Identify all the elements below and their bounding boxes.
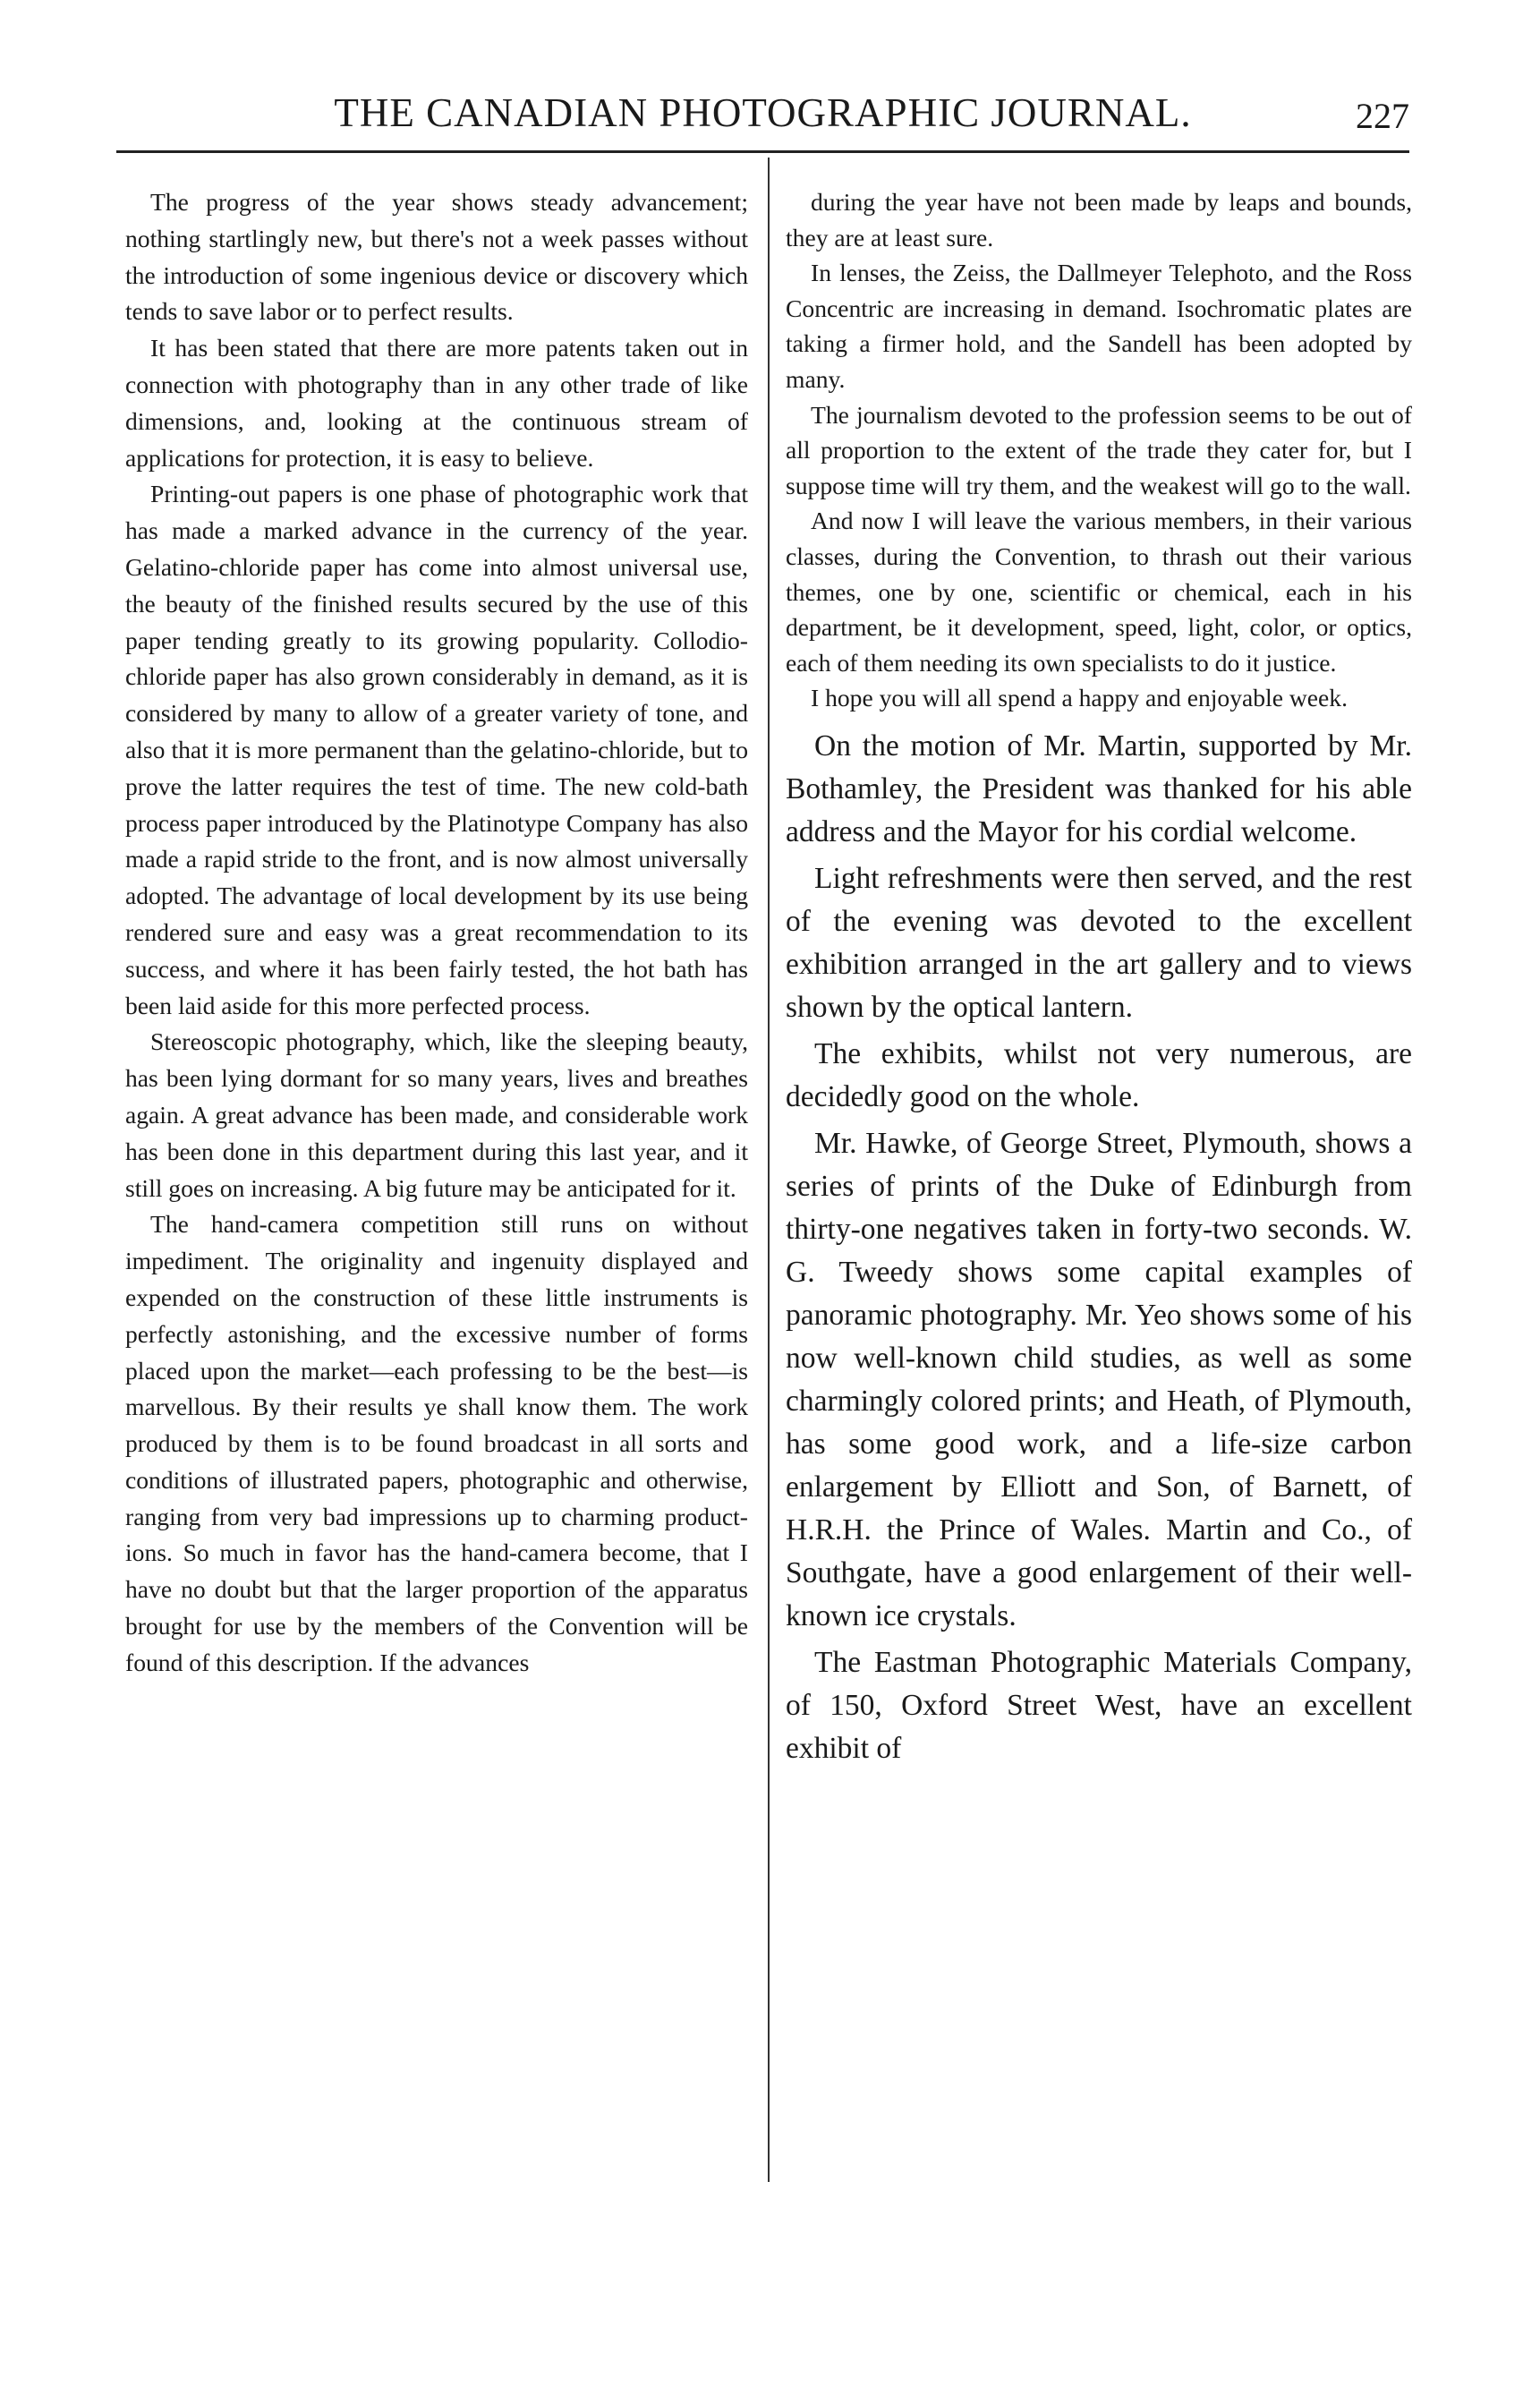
paragraph: The journalism devoted to the profession seems to be out of all proportion to the extent of the trade they cater for, but I suppose time will try them, and the weakest will go to the wall. (786, 400, 1412, 499)
column-divider (768, 158, 770, 2182)
page-header (116, 86, 1409, 140)
paragraph: Mr. Hawke, of George Street, Plymouth, shows a series of prints of the Duke of Edinburgh from thirty-one negatives taken in forty-two seconds. W. G. Tweedy shows some capital examples of panoramic photography. Mr. Yeo shows some of his now well-known child studies, as well as some charmingly colored prints; and Heath, of Plymouth, has some good work, and a life-size carbon enlargement by Elliott and Son, of Barnett, of H.R.H. the Prince of Wales. Martin and Co., of Southgate, have a good enlargement of their well-known ice crystals. (786, 1126, 1412, 1632)
paragraph: And now I will leave the various members, in their various classes, during the Convention, to thrash out their various themes, one by one, scientific or chemical, each in his department, be it development, speed, light, color, or optics, each of them needing its own specialists to do it justice. (786, 507, 1412, 677)
right-column (786, 184, 1412, 1770)
paragraph: The exhibits, whilst not very numerous, are decidedly good on the whole. (786, 1036, 1412, 1113)
paragraph: In lenses, the Zeiss, the Dallmeyer Telephoto, and the Ross Concentric are increasing in demand. Isochromatic plates are taking a firmer hold, and the Sandell has been adopted by many. (786, 259, 1412, 393)
paragraph: during the year have not been made by leaps and bounds, they are at least sure. (786, 188, 1412, 251)
paragraph: On the motion of Mr. Martin, supported by Mr. Bothamley, the President was thanked for his able address and the Mayor for his cordial welcome. (786, 729, 1412, 848)
paragraph: The Eastman Photographic Materials Company, of 150, Oxford Street West, have an excellent exhibit of (786, 1645, 1412, 1765)
paragraph: The progress of the year shows steady advancement; nothing startlingly new, but there's not a week passes without the introduction of some ingenious device or discovery which tends to save labor or to perfect results. (125, 188, 748, 326)
paragraph: Light refreshments were then served, and the rest of the evening was devoted to the excellent exhibition arranged in the art gallery and to views shown by the optical lantern. (786, 861, 1412, 1024)
paragraph: I hope you will all spend a happy and enjoyable week. (811, 684, 1348, 712)
address-conclusion (786, 184, 1412, 716)
paragraph: Printing-out papers is one phase of photographic work that has made a marked advance in the currency of the year. Gelatino-chloride paper has come into almost universal use, the beauty of the finished results secured by the use of this paper tending greatly to its growing popularity. Collodio-chloride paper has also grown considerably in demand, as it is considered by many to allow of a greater variety of tone, and also that it is more permanent than the gelatino-chloride, but to prove the latter requires the test of time. The new cold-bath process paper introduced by the Platinotype Company has also made a rapid stride to the front, and is now almost universally adopted. The advantage of local development by its use being rendered sure and easy was a great recommendation to its success, and where it has been fairly tested, the hot bath has been laid aside for this more perfected process. (125, 480, 748, 1019)
paragraph: It has been stated that there are more patents taken out in connection with photography than in any other trade of like dimensions, and, looking at the continuous stream of applications for protection, it is easy to believe. (125, 334, 748, 472)
paragraph: Stereoscopic photography, which, like the sleeping beauty, has been lying dormant for so many years, lives and breathes again. A great advance has been made, and considerable work has been done in this department during this last year, and it still goes on increasing. A big future may be anticipated for it. (125, 1027, 748, 1202)
paragraph: The hand-camera competition still runs on without impediment. The originality and ingenuity displayed and expended on the construction of these little instruments is perfectly astonishing, and the excessive number of forms placed upon the market—each professing to be the best—is marvellous. By their results ye shall know them. The work produced by them is to be found broadcast in all sorts and conditions of illustrated papers, photographic and otherwise, ranging from very bad impressions up to charming productions. So much in favor has the hand-camera become, that I have no doubt but that the larger proportion of the apparatus brought for use by the members of the Convention will be found of this description. If the advances (125, 1210, 748, 1676)
proceedings-report (786, 725, 1412, 1770)
left-column (125, 184, 748, 1682)
page-number: 227 (1356, 96, 1409, 136)
header-rule (116, 150, 1409, 153)
running-title: THE CANADIAN PHOTOGRAPHIC JOURNAL. (334, 90, 1192, 135)
